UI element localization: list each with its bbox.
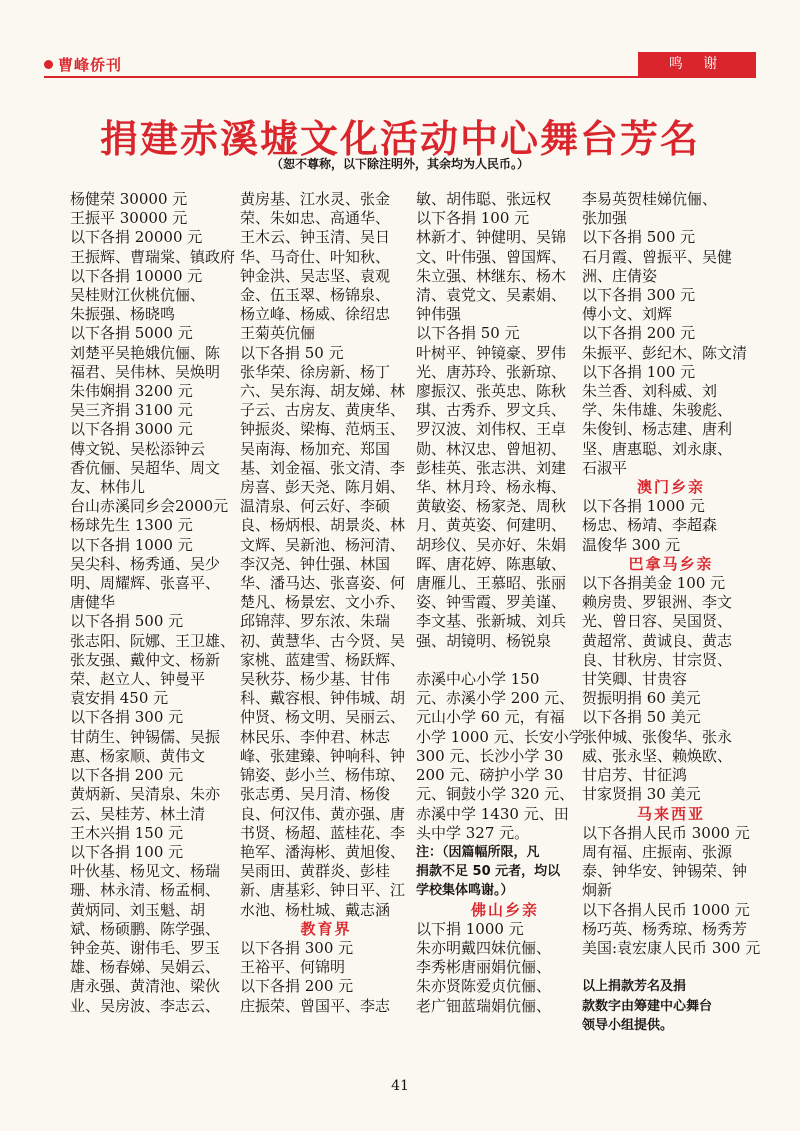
donor-line: 李易英贺桂娣伉俪、 [582, 190, 718, 208]
donor-line: 炯新 [582, 881, 613, 900]
donor-line: 王裕平、何锦明 [240, 958, 346, 977]
donor-line: 以下各捐 100 元 [416, 209, 530, 228]
donor-line: 赤溪中学 1430 元、田 [416, 804, 569, 823]
donor-line: 杨立峰、杨威、徐绍忠 [240, 305, 391, 324]
donor-line: 六、吴东海、胡友娣、林 [240, 382, 406, 401]
donor-line: 勋、林汉忠、曾旭初、 [416, 439, 567, 458]
donor-line: 唐永强、黄清池、梁伙 [70, 977, 221, 996]
section-tab: 鸣 谢 [638, 52, 756, 76]
donor-line: 以下各捐 200 元 [582, 324, 696, 343]
donor-line: 李秀彬唐丽娟伉俪、 [416, 958, 552, 977]
donor-line: 文辉、吴新池、杨河清、 [240, 535, 406, 554]
donor-line: 以下各捐人民币 1000 元 [582, 900, 750, 919]
donor-line: 朱俊钊、杨志建、唐利 [582, 420, 733, 439]
donor-line: 头中学 327 元。 [416, 823, 530, 842]
donor-line: 以下各捐 1000 元 [582, 497, 705, 516]
donor-line: 威、张永坚、赖焕欧、 [582, 746, 733, 765]
note-line: 捐款不足 50 元者，均以 [416, 864, 561, 880]
note-line: 款数字由筹建中心舞台 [582, 998, 713, 1014]
donor-line: 杨球先生 1300 元 [70, 516, 193, 535]
donor-line: 以下各捐 500 元 [582, 228, 696, 247]
donor-line: 华、林月玲、杨永梅、 [416, 478, 567, 497]
donor-line: 朱亦明戴四妹伉俪、 [416, 938, 552, 957]
donor-line: 元、赤溪小学 200 元、 [416, 689, 575, 708]
donor-line: 琪、古秀乔、罗文兵、 [416, 401, 567, 420]
donor-line: 家桃、蓝建雪、杨跃辉、 [240, 650, 406, 669]
note-line: 学校集体鸣谢。） [416, 883, 514, 899]
donor-line: 张志阳、阮娜、王卫雄、 [70, 631, 235, 650]
donor-line: 以下各捐 300 元 [240, 938, 354, 957]
donor-line: 强、胡镜明、杨锐泉 [416, 631, 552, 650]
donor-line: 元、铜鼓小学 320 元、 [416, 785, 575, 804]
page-title: 捐建赤溪墟文化活动中心舞台芳名 [99, 117, 700, 161]
donor-line: 台山赤溪同乡会2000元 [70, 497, 229, 516]
donor-line: 以下各捐 100 元 [582, 362, 696, 381]
donor-line: 光、曾日容、吴国贤、 [582, 612, 733, 631]
donor-line: 月、黄英姿、何建明、 [416, 516, 567, 535]
donor-line: 贺振明捐 60 美元 [582, 689, 701, 708]
donor-line: 锦姿、彭小兰、杨伟琼、 [240, 766, 406, 785]
column-3 [416, 190, 594, 1016]
donor-line: 敏、胡伟聪、张远权 [416, 190, 552, 208]
donor-line: 胡珍仪、吴亦好、朱娟 [416, 535, 567, 554]
donor-line: 美国:袁宏康人民币 300 元 [582, 938, 760, 957]
donor-line: 周有福、庄振南、张源 [582, 842, 733, 861]
donor-line: 朱伟娴捐 3200 元 [70, 382, 193, 401]
donor-line: 以下各捐美金 100 元 [582, 574, 726, 593]
donor-line: 杨巧英、杨秀琼、杨秀芳 [582, 919, 748, 938]
donor-line: 珊、林永清、杨孟桐、 [70, 881, 221, 900]
donor-line: 张华荣、徐房新、杨丁 [240, 362, 391, 381]
donor-line: 水池、杨杜城、戴志涵 [240, 900, 391, 919]
donor-line: 温清泉、何云好、李硕 [240, 497, 391, 516]
donor-line: 房喜、彭天尧、陈月娟、 [240, 478, 406, 497]
donor-line: 罗汉波、刘伟权、王卓 [416, 420, 567, 439]
donor-line: 吴秋芬、杨少基、甘伟 [240, 670, 391, 689]
donor-line: 友、林伟儿 [70, 478, 146, 497]
donor-line: 石月霞、曾振平、吴健 [582, 247, 733, 266]
donor-line: 以下各捐人民币 3000 元 [582, 823, 750, 842]
donor-line: 朱亦贤陈爱贞伉俪、 [416, 977, 552, 996]
donor-line: 张友强、戴仲文、杨新 [70, 650, 221, 669]
donor-line: 光、唐苏玲、张新琼、 [416, 362, 567, 381]
donor-line: 彭桂英、张志洪、刘建 [416, 458, 567, 477]
magazine-name: 曹峰侨刊 [58, 56, 123, 74]
donor-line: 以下各捐 1000 元 [70, 535, 193, 554]
donor-line: 唐健华 [70, 593, 116, 612]
donor-line: 晖、唐花婷、陈惠敏、 [416, 554, 567, 573]
masthead-rule [44, 76, 756, 78]
donor-line: 基、刘金福、张文清、李 [240, 458, 406, 477]
donor-line: 初、黄慧华、古今贤、吴 [240, 631, 406, 650]
donor-line: 老广钿蓝瑞娟伉俪、 [416, 996, 552, 1015]
donor-line: 书贤、杨超、蓝桂花、李 [240, 823, 406, 842]
donor-line: 以下各捐 5000 元 [70, 324, 193, 343]
donor-line: 以下各捐 50 元 [416, 324, 520, 343]
donor-line: 斌、杨硕鹏、陈学强、 [70, 919, 221, 938]
donor-line: 甘启芳、甘征鸿 [582, 766, 688, 785]
donor-line: 朱振平、彭纪木、陈文清 [582, 343, 748, 362]
donor-line: 朱立强、林继东、杨木 [416, 266, 567, 285]
donor-line: 廖振汉、张英忠、陈秋 [416, 382, 567, 401]
donor-line: 子云、古房友、黄庚华、 [240, 401, 406, 420]
donor-line: 朱兰香、刘科威、刘 [582, 382, 718, 401]
donor-line: 华、潘马达、张喜姿、何 [240, 574, 406, 593]
note-line: 领导小组提供。 [582, 1017, 674, 1033]
column-4 [582, 190, 760, 1035]
donor-line: 清、袁党文、吴素娟、 [416, 286, 567, 305]
donor-line: 叶树平、钟镜豪、罗伟 [416, 343, 567, 362]
donor-line: 甘笑卿、甘贵容 [582, 670, 688, 689]
donor-line: 香伉俪、吴超华、周文 [70, 458, 221, 477]
donor-line: 刘楚平吴艳娥伉俪、陈 [70, 343, 221, 362]
donor-line: 以下各捐 300 元 [582, 286, 696, 305]
group-heading: 马来西亚 [636, 804, 705, 823]
donor-line: 金、伍玉翠、杨锦泉、 [240, 286, 391, 305]
donor-line: 华、马奇仕、叶知秋、 [240, 247, 391, 266]
donor-line: 以下捐 1000 元 [416, 919, 524, 938]
donor-line: 峰、张建臻、钟响科、钟 [240, 746, 406, 765]
donor-line: 以下各捐 10000 元 [70, 266, 203, 285]
donor-line: 吴南海、杨加充、郑国 [240, 439, 391, 458]
donor-line: 姿、钟雪霞、罗美谨、 [416, 593, 567, 612]
note-line: 注：（因篇幅所限，凡 [416, 844, 540, 860]
donor-line: 以下各捐 100 元 [70, 842, 184, 861]
donor-line: 以下各捐 500 元 [70, 612, 184, 631]
spacer-line [582, 958, 760, 977]
donor-line: 邱锦萍、罗东浓、朱瑞 [240, 612, 391, 631]
donor-line: 坚、唐惠聪、刘永康、 [582, 439, 733, 458]
donor-line: 朱振强、杨晓鸣 [70, 305, 176, 324]
donor-line: 以下各捐 50 元 [240, 343, 344, 362]
column-2 [240, 190, 412, 1016]
masthead [44, 52, 756, 78]
donor-line: 甘荫生、钟锡儒、吴振 [70, 727, 221, 746]
donor-line: 张仲城、张俊华、张永 [582, 727, 733, 746]
donor-line: 小学 1000 元、长安小学 [416, 727, 584, 746]
donor-line: 钟伟强 [416, 305, 462, 324]
donor-line: 石淑平 [582, 458, 628, 477]
donor-line: 以下各捐 200 元 [240, 977, 354, 996]
donor-line: 林民乐、李仲君、林志 [240, 727, 391, 746]
donor-line: 以下各捐 50 美元 [582, 708, 701, 727]
group-heading: 澳门乡亲 [636, 478, 705, 497]
donor-line: 王木兴捐 150 元 [70, 823, 184, 842]
donor-line: 黄炳同、刘玉魁、胡 [70, 900, 206, 919]
donor-line: 钟金英、谢伟毛、罗玉 [70, 938, 221, 957]
donor-line: 李汉尧、钟仕强、林国 [240, 554, 391, 573]
masthead-bullet-icon [44, 60, 53, 69]
note-line: 以上捐款芳名及捐 [582, 979, 687, 995]
donor-line: 以下各捐 3000 元 [70, 420, 193, 439]
donor-line: 艳军、潘海彬、黄旭俊、 [240, 842, 406, 861]
donor-line: 叶伙基、杨见文、杨瑞 [70, 862, 221, 881]
donor-line: 良、甘秋房、甘宗贤、 [582, 650, 733, 669]
donor-line: 科、戴容根、钟伟城、胡 [240, 689, 406, 708]
donor-line: 王菊英伉俪 [240, 324, 316, 343]
donor-line: 元山小学 60 元，有福 [416, 708, 565, 727]
donor-line: 新、唐基彩、钟日平、江 [240, 881, 406, 900]
donor-line: 洲、庄倩姿 [582, 266, 658, 285]
donor-line: 业、吴房波、李志云、 [70, 996, 221, 1015]
donor-line: 庄振荣、曾国平、李志 [240, 996, 391, 1015]
group-heading: 佛山乡亲 [470, 900, 539, 919]
donor-line: 钟金洪、吴志坚、袁观 [240, 266, 391, 285]
donor-line: 赖房贵、罗银洲、李文 [582, 593, 733, 612]
donor-line: 赤溪中心小学 150 [416, 670, 540, 689]
donor-line: 泰、钟华安、钟锡荣、钟 [582, 862, 748, 881]
donor-line: 以下各捐 20000 元 [70, 228, 203, 247]
donor-line: 吴桂财江伙桃伉俪、 [70, 286, 206, 305]
donor-line: 吴尖科、杨秀通、吴少 [70, 554, 221, 573]
donor-line: 以下各捐 200 元 [70, 766, 184, 785]
donor-line: 张志勇、吴月清、杨俊 [240, 785, 391, 804]
donor-line: 200 元、磅护小学 30 [416, 766, 564, 785]
donor-line: 黄房基、江水灵、张金 [240, 190, 391, 208]
donor-line: 黄超常、黄诚良、黄志 [582, 631, 733, 650]
donor-line: 吴雨田、黄群炎、彭桂 [240, 862, 391, 881]
donor-line: 李文基、张新城、刘兵 [416, 612, 567, 631]
donor-line: 黄炳新、吴清泉、朱亦 [70, 785, 221, 804]
donor-line: 楚凡、杨景宏、文小乔、 [240, 593, 406, 612]
donor-line: 杨健荣 30000 元 [70, 190, 188, 208]
donor-line: 钟振炎、梁梅、范炳玉、 [240, 420, 406, 439]
page-subtitle: （恕不尊称，以下除注明外，其余均为人民币。） [270, 157, 529, 171]
column-1 [70, 190, 235, 1016]
spacer-line [416, 651, 594, 670]
donor-line: 吴三齐捐 3100 元 [70, 401, 193, 420]
donor-line: 温俊华 300 元 [582, 535, 681, 554]
donor-line: 傅文锐、吴松添钟云 [70, 439, 206, 458]
donor-line: 张加强 [582, 209, 628, 228]
donor-line: 林新才、钟健明、吴锦 [416, 228, 567, 247]
donor-line: 杨忠、杨靖、李超森 [582, 516, 718, 535]
donor-line: 福君、吴伟林、吴焕明 [70, 362, 221, 381]
donor-line: 良、杨炳根、胡景炎、林 [240, 516, 406, 535]
donor-line: 良、何汉伟、黄亦强、唐 [240, 804, 406, 823]
donor-line: 王振平 30000 元 [70, 209, 188, 228]
donor-line: 云、吴桂芳、林土清 [70, 804, 206, 823]
donor-line: 袁安捐 450 元 [70, 689, 169, 708]
donor-line: 傅小文、刘辉 [582, 305, 673, 324]
donor-line: 荣、朱如忠、高通华、 [240, 209, 391, 228]
donor-line: 甘家贤捐 30 美元 [582, 785, 701, 804]
donor-line: 雄、杨春娣、吴娟云、 [70, 958, 221, 977]
donor-line: 惠、杨家顺、黄伟文 [70, 746, 206, 765]
donor-line: 以下各捐 300 元 [70, 708, 184, 727]
donor-line: 明、周耀辉、张喜平、 [70, 574, 221, 593]
donor-line: 文、叶伟强、曾国辉、 [416, 247, 567, 266]
donor-line: 仲贤、杨文明、吴丽云、 [240, 708, 406, 727]
donor-line: 300 元、长沙小学 30 [416, 746, 564, 765]
page-number: 41 [391, 1078, 409, 1094]
donor-line: 王木云、钟玉清、吴日 [240, 228, 391, 247]
donor-line: 黄敏姿、杨家尧、周秋 [416, 497, 567, 516]
group-heading: 教育界 [300, 919, 352, 938]
donor-line: 荣、赵立人、钟曼平 [70, 670, 206, 689]
group-heading: 巴拿马乡亲 [628, 554, 714, 573]
donor-line: 王振辉、曹瑞棠、镇政府 [70, 247, 235, 266]
donor-line: 学、朱伟雄、朱骏彪、 [582, 401, 733, 420]
donor-line: 唐雁儿、王慕昭、张丽 [416, 574, 567, 593]
